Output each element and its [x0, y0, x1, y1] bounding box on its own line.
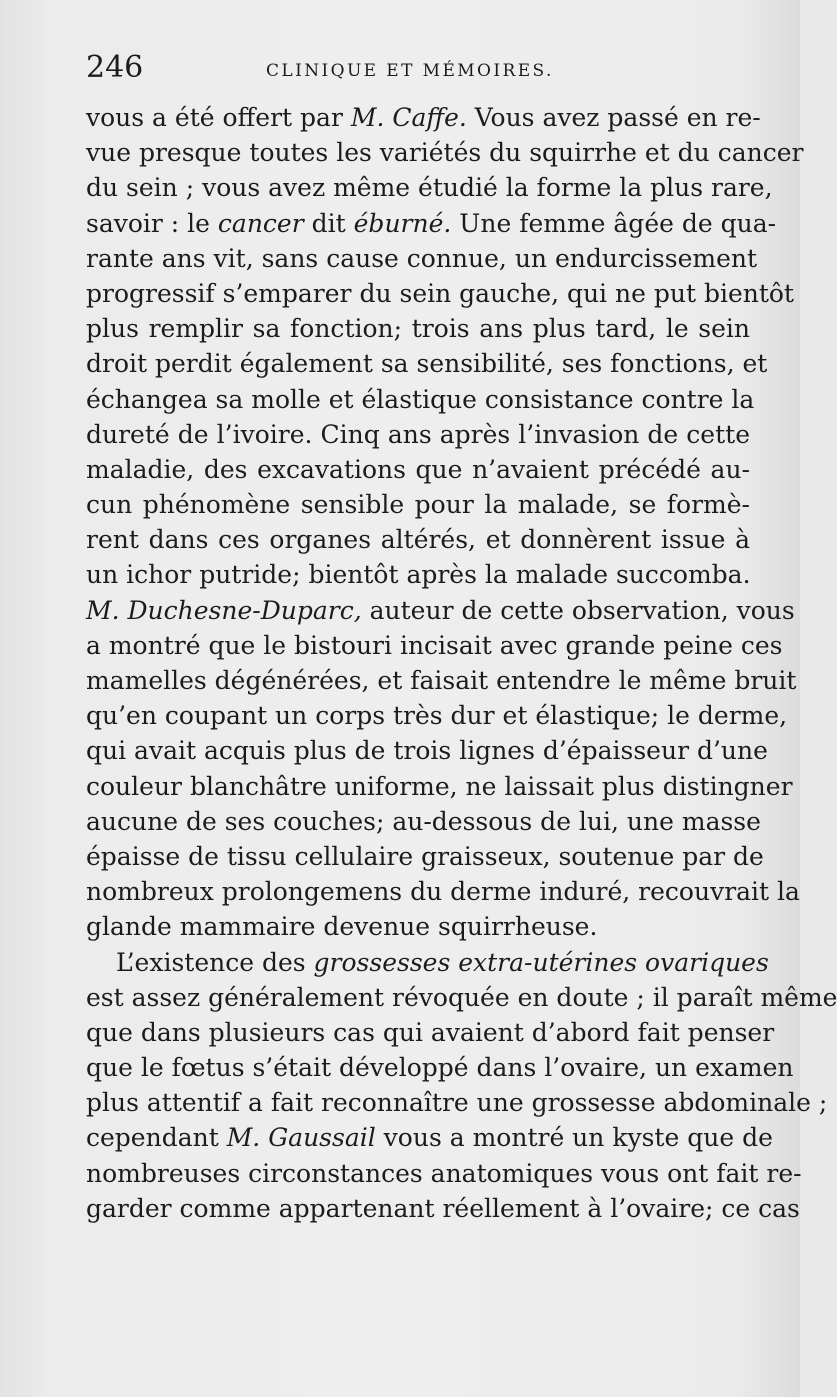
text-span: plus remplir sa fonction; trois ans plus tard, le sein — [86, 314, 750, 344]
text-span: que le fœtus s’était développé dans l’ovaire, un examen — [86, 1053, 794, 1083]
text-line — [86, 1085, 828, 1120]
text-line — [86, 311, 750, 346]
text-span: du sein ; vous avez même étudié la forme la plus rare, — [86, 173, 773, 203]
text-span: mamelles dégénérées, et faisait entendre le même bruit — [86, 666, 797, 695]
text-span: droit perdit également sa sensibilité, ses fonctions, et — [86, 349, 768, 379]
text-span: vous a montré un kyste que de — [375, 1123, 773, 1153]
text-line — [86, 382, 755, 417]
text-span: cependant — [86, 1123, 227, 1153]
text-span: est assez généralement révoquée en doute ; il paraît même — [86, 982, 837, 1012]
text-span: savoir : le — [86, 208, 218, 238]
text-span: qu’en coupant un corps très dur et élastique; le derme, — [86, 701, 788, 731]
text-line — [86, 206, 777, 241]
text-line — [86, 769, 793, 804]
text-line — [86, 909, 750, 944]
text-line — [86, 557, 750, 592]
text-line — [86, 522, 750, 557]
text-line — [86, 593, 795, 628]
text-span: nombreuses circonstances anatomiques vous ont fait re- — [86, 1158, 802, 1188]
text-line — [86, 346, 768, 381]
text-span: Vous avez passé en re- — [466, 103, 761, 132]
text-span: rante ans vit, sans cause connue, un endurcissement — [86, 243, 758, 273]
text-span: dit — [303, 208, 354, 238]
text-span: garder comme appartenant réellement à l’ovaire; ce cas — [86, 1193, 800, 1223]
text-line — [86, 276, 794, 311]
text-span: couleur blanchâtre uniforme, ne laissait plus distingner — [86, 771, 793, 801]
text-line — [86, 241, 758, 276]
text-line — [86, 417, 750, 452]
text-span: L’existence des — [116, 947, 314, 977]
page-number: 246 — [86, 50, 144, 85]
text-line — [86, 170, 773, 205]
text-line — [86, 804, 761, 839]
italic-text: grossesses extra-utérines ovariques — [313, 947, 769, 977]
text-span: Une femme âgée de qua- — [451, 208, 777, 238]
text-line — [86, 1156, 802, 1191]
text-line — [86, 1015, 775, 1050]
text-line — [86, 874, 800, 909]
running-title: CLINIQUE ET MÉMOIRES. — [266, 61, 554, 81]
text-span: cun phénomène sensible pour la malade, se formè- — [86, 490, 750, 520]
text-line — [86, 839, 764, 874]
text-line — [86, 980, 837, 1015]
text-line — [86, 1050, 794, 1085]
text-span: qui avait acquis plus de trois lignes d’épaisseur d’une — [86, 736, 768, 766]
text-line — [86, 100, 761, 135]
text-line — [86, 628, 783, 663]
text-line — [86, 945, 769, 980]
text-span: un ichor putride; bientôt après la malade succomba. — [86, 560, 751, 590]
text-span: épaisse de tissu cellulaire graisseux, soutenue par de — [86, 841, 764, 871]
italic-text: cancer — [217, 208, 304, 238]
body-text — [86, 100, 837, 1226]
text-line — [86, 663, 797, 698]
text-span: nombreux prolongemens du derme induré, recouvrait la — [86, 877, 800, 907]
italic-text: M. Caffe. — [350, 103, 467, 132]
text-span: a montré que le bistouri incisait avec grande peine ces — [86, 630, 783, 660]
text-span: maladie, des excavations que n’avaient précédé au- — [86, 454, 750, 484]
text-span: progressif s’emparer du sein gauche, qui ne put bientôt — [86, 278, 794, 308]
text-line — [86, 698, 788, 733]
text-span: vous a été offert par — [86, 103, 351, 132]
text-line — [86, 452, 750, 487]
text-span: échangea sa molle et élastique consistance contre la — [86, 384, 755, 414]
text-line — [86, 135, 804, 170]
text-span: dureté de l’ivoire. Cinq ans après l’invasion de cette — [86, 419, 750, 449]
text-line — [86, 487, 750, 522]
text-line — [86, 1191, 800, 1226]
text-span: plus attentif a fait reconnaître une grossesse abdominale ; — [86, 1088, 828, 1118]
running-head — [86, 48, 766, 88]
italic-text: éburné. — [353, 208, 452, 238]
text-span: vue presque toutes les variétés du squirrhe et du cancer — [86, 138, 804, 168]
text-span: aucune de ses couches; au-dessous de lui, une masse — [86, 806, 761, 836]
italic-text: M. Duchesne-Duparc, — [86, 595, 362, 625]
text-span: auteur de cette observation, vous — [361, 595, 795, 625]
italic-text: M. Gaussail — [226, 1123, 376, 1153]
text-line — [86, 1120, 773, 1155]
text-span: rent dans ces organes altérés, et donnèrent issue à — [86, 525, 750, 555]
text-span: que dans plusieurs cas qui avaient d’abord fait penser — [86, 1017, 775, 1047]
text-span: glande mammaire devenue squirrheuse. — [86, 912, 598, 942]
text-line — [86, 733, 768, 768]
